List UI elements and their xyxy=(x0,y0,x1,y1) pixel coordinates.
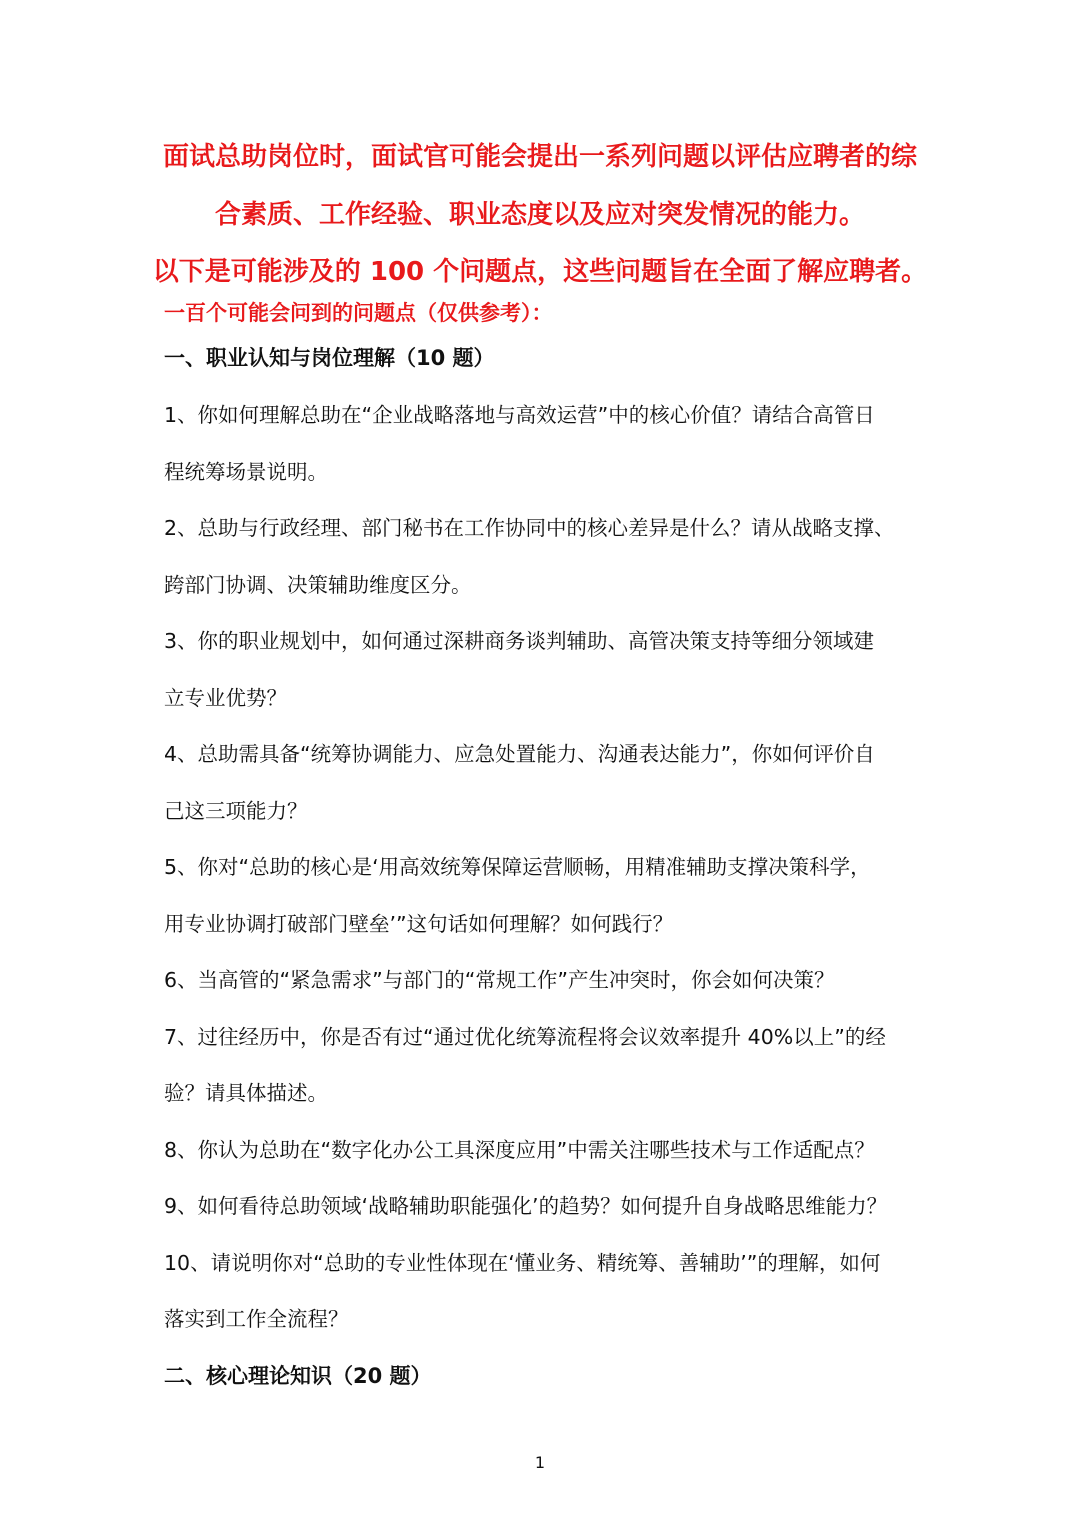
intro-line-3: 以下是可能涉及的 100 个问题点，这些问题旨在全面了解应聘者。 xyxy=(152,257,928,287)
question-line: 2、总助与行政经理、部门秘书在工作协同中的核心差异是什么？请从战略支撑、 xyxy=(164,516,895,540)
page-number: 1 xyxy=(534,1453,546,1472)
question-line: 3、你的职业规划中，如何通过深耕商务谈判辅助、高管决策支持等细分领域建 xyxy=(164,629,875,653)
question-line: 用专业协调打破部门壁垒’”这句话如何理解？如何践行？ xyxy=(164,912,674,936)
intro-line-2: 合素质、工作经验、职业态度以及应对突发情况的能力。 xyxy=(214,200,865,230)
question-line: 1、你如何理解总助在“企业战略落地与高效运营”中的核心价值？请结合高管日 xyxy=(164,403,875,427)
question-line: 4、总助需具备“统筹协调能力、应急处置能力、沟通表达能力”，你如何评价自 xyxy=(164,742,875,766)
question-line: 5、你对“总助的核心是‘用高效统筹保障运营顺畅，用精准辅助支撑决策科学， xyxy=(164,855,871,879)
question-line: 己这三项能力？ xyxy=(164,799,308,823)
question-line: 落实到工作全流程？ xyxy=(164,1307,349,1331)
section-heading-2: 二、核心理论知识（20 题） xyxy=(164,1364,432,1388)
question-line: 6、当高管的“紧急需求”与部门的“常规工作”产生冲突时，你会如何决策？ xyxy=(164,968,835,992)
question-line: 程统筹场景说明。 xyxy=(164,460,328,484)
question-line: 立专业优势？ xyxy=(164,686,287,710)
section-heading-1: 一、职业认知与岗位理解（10 题） xyxy=(164,346,495,370)
question-line: 8、你认为总助在“数字化办公工具深度应用”中需关注哪些技术与工作适配点？ xyxy=(164,1138,875,1162)
question-line: 10、请说明你对“总助的专业性体现在‘懂业务、精统筹、善辅助’”的理解，如何 xyxy=(164,1251,881,1275)
question-line: 7、过往经历中，你是否有过“通过优化统筹流程将会议效率提升 40%以上”的经 xyxy=(164,1025,886,1049)
intro-line-1: 面试总助岗位时，面试官可能会提出一系列问题以评估应聘者的综 xyxy=(162,142,917,172)
question-line: 跨部门协调、决策辅助维度区分。 xyxy=(164,573,472,597)
question-line: 9、如何看待总助领域‘战略辅助职能强化’的趋势？如何提升自身战略思维能力？ xyxy=(164,1194,888,1218)
question-line: 验？请具体描述。 xyxy=(164,1081,328,1105)
subtitle: 一百个可能会问到的问题点（仅供参考）： xyxy=(164,301,553,325)
